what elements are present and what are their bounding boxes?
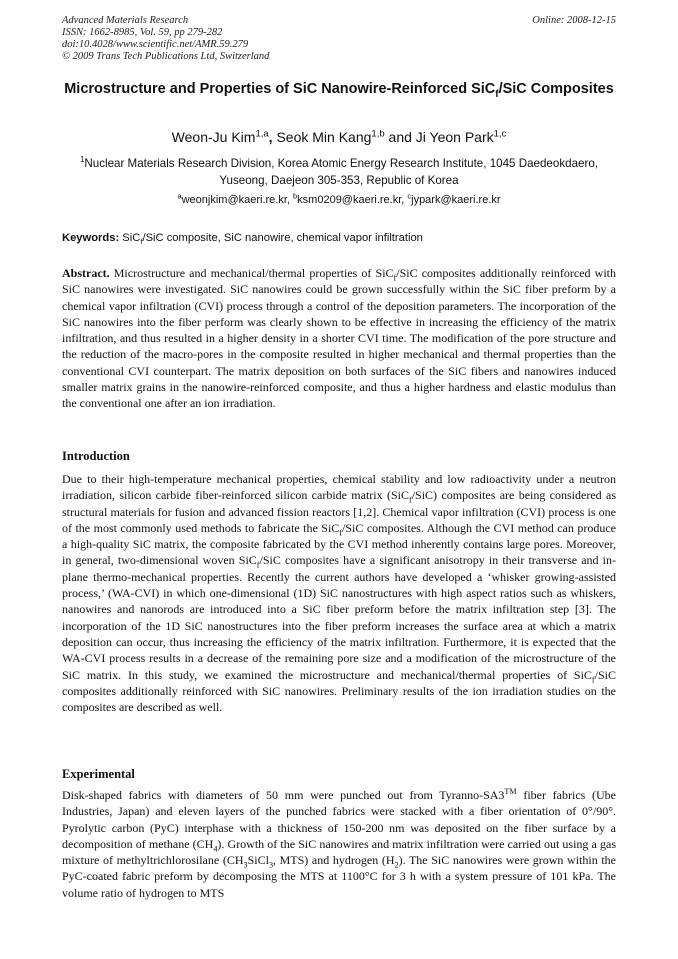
intro-sub: f xyxy=(256,560,260,570)
exp-text: SiCl xyxy=(247,853,269,868)
author-list xyxy=(62,127,616,147)
exp-text: fiber fabrics (Ube Industries, Japan) and eleven layers of the punched fabrics were stacked with a fiber orientation of 0°/90°. Pyrolytic carbon (PyC) interphase with a thickness of 150-200 nm was deposited on the fiber surface by a decomposition of methane (CH xyxy=(62,788,616,851)
author-sup: 1,a xyxy=(255,128,269,140)
email-list xyxy=(62,192,616,208)
author-name: Weon-Ju Kim xyxy=(171,129,256,145)
intro-text: /SiC composites. Although the CVI method can produce a high-quality SiC matrix, the composite fabricated by the CVI method inherently contains large pores. Moreover, in general, two-dimensional woven SiC xyxy=(62,520,616,568)
author-sep: and xyxy=(384,129,416,145)
abstract-text: /SiC composites additionally reinforced with SiC nanowires were investigated. SiC nanowires could be grown successfully within the SiC fiber preform by a chemical vapor infiltration (CVI) process through a control of the deposition parameters. The incorporation of the SiC nanowires into the fiber perform was clearly shown to be effective in increasing the efficiency of the matrix infiltration, and thus resulted in a higher density in a shorter CVI time. The modification of the pore structure and the reduction of the macro-pores in the composite resulted in higher mechanical and thermal properties than the conventional CVI counterpart. The matrix deposition on both surfaces of the SiC fibers and nanowires induced smaller matrix grains in the nanowire-reinforced composite, and thus a higher hardness and elastic modulus than the conventional one after an ion irradiation. xyxy=(62,266,616,411)
affiliation-sup: 1 xyxy=(80,155,85,165)
exp-text: , MTS) and hydrogen (H xyxy=(273,853,395,868)
exp-text: ). Growth of the SiC nanowires and matrix infiltration were carried out using a gas mixture of methyltrichlorosilane (CH xyxy=(62,836,616,868)
intro-sub: f xyxy=(591,674,595,684)
title-part: /SiC Composites xyxy=(498,81,614,97)
online-date: Online: 2008-12-15 xyxy=(532,15,616,26)
keywords-label: Keywords: xyxy=(62,232,120,244)
email-sup: a xyxy=(177,191,182,201)
exp-text: ). The SiC nanowires were grown within the PyC-coated fabric preform by decomposing the MTS at 1100°C for 3 h with a system pressure of 101 kPa. The volume ratio of hydrogen to MTS xyxy=(62,853,617,900)
email: weonjkim@kaeri.re.kr, xyxy=(181,194,294,206)
intro-text: /SiC) composites are being considered as structural materials for fusion and advanced fission reactors [1,2]. Chemical vapor infiltration (CVI) process is one of the most commonly used methods to fabricate the SiC xyxy=(62,488,616,535)
email-sup: c xyxy=(407,191,412,201)
email: ksm0209@kaeri.re.kr, xyxy=(297,194,408,206)
introduction-heading: Introduction xyxy=(62,449,130,463)
abstract-paragraph xyxy=(62,265,616,412)
affiliation xyxy=(62,155,616,189)
keywords xyxy=(62,231,616,246)
copyright-line: © 2009 Trans Tech Publications Ltd, Switzerland xyxy=(62,51,270,62)
keywords-sub: f xyxy=(140,237,143,247)
exp-sub: 4 xyxy=(213,844,218,854)
author-name: Ji Yeon Park xyxy=(415,129,494,145)
intro-text: /SiC composites have a significant anisotropy in their transverse and in-plane thermo-mechanical properties. Recently the current authors have developed a ‘whisker growing-assisted process,’ (WA-CVI) in which one-dimensional (1D) SiC nanostructures with high aspect ratios such as whiskers, nanowires and nanorods are introduced into a SiC fiber preform before the matrix infiltration step [3]. The incorporation of the 1D SiC nanostructures into the fiber preform increases the surface area at which a matrix deposition can occur, thus increasing the efficiency of the matrix infiltration. Furthermore, it is expected that the WA-CVI process results in a decrease of the remaining pore size and a modification of the microstructure of the SiC matrix. In this study, we examined the microstructure and mechanical/thermal properties of SiC xyxy=(62,553,616,682)
author-sup: 1,b xyxy=(371,128,385,140)
affiliation-text: Nuclear Materials Research Division, Korea Atomic Energy Research Institute, 1045 Daedeokdaero, Yuseong, Daejeon 305-353, Republic of Korea xyxy=(84,157,598,187)
exp-sub: 2 xyxy=(394,860,399,870)
author-sup: 1,c xyxy=(493,128,507,140)
issn-line: ISSN: 1662-8985, Vol. 59, pp 279-282 xyxy=(62,27,223,38)
paper-title xyxy=(62,79,616,99)
email: jypark@kaeri.re.kr xyxy=(411,194,501,206)
experimental-heading: Experimental xyxy=(62,767,135,781)
journal-name: Advanced Materials Research xyxy=(62,15,189,26)
abstract-text: Microstructure and mechanical/thermal properties of SiC xyxy=(109,266,394,280)
keywords-text: /SiC composite, SiC nanowire, chemical vapor infiltration xyxy=(142,232,423,244)
abstract-label: Abstract. xyxy=(62,266,110,280)
intro-text: Due to their high-temperature mechanical properties, chemical stability and low radioactivity under a neutron irradiation, silicon carbide fiber-reinforced silicon carbide matrix (SiC xyxy=(62,472,616,503)
exp-sub: 3 xyxy=(243,860,248,870)
exp-sup: TM xyxy=(504,787,517,796)
title-subscript: f xyxy=(495,88,499,100)
title-part: Microstructure and Properties of SiC Nanowire-Reinforced SiC xyxy=(64,81,496,97)
abstract-sub: f xyxy=(393,273,397,283)
intro-sub: f xyxy=(339,528,342,538)
exp-text: Disk-shaped fabrics with diameters of 50 mm were punched out from Tyranno-SA3 xyxy=(62,788,505,802)
exp-sub: 3 xyxy=(268,860,274,870)
email-sup: b xyxy=(293,191,298,201)
author-sep: , xyxy=(268,129,277,145)
experimental-paragraph xyxy=(62,787,616,901)
doi-line: doi:10.4028/www.scientific.net/AMR.59.279 xyxy=(62,39,249,50)
intro-text: /SiC composites additionally reinforced with SiC nanowires. Preliminary results of the ion irradiation studies on the composites are described as well. xyxy=(62,667,616,715)
introduction-paragraph xyxy=(62,471,616,715)
keywords-text: SiC xyxy=(119,232,141,244)
journal-header xyxy=(62,15,616,63)
intro-sub: f xyxy=(408,495,412,505)
author-name: Seok Min Kang xyxy=(276,129,372,145)
